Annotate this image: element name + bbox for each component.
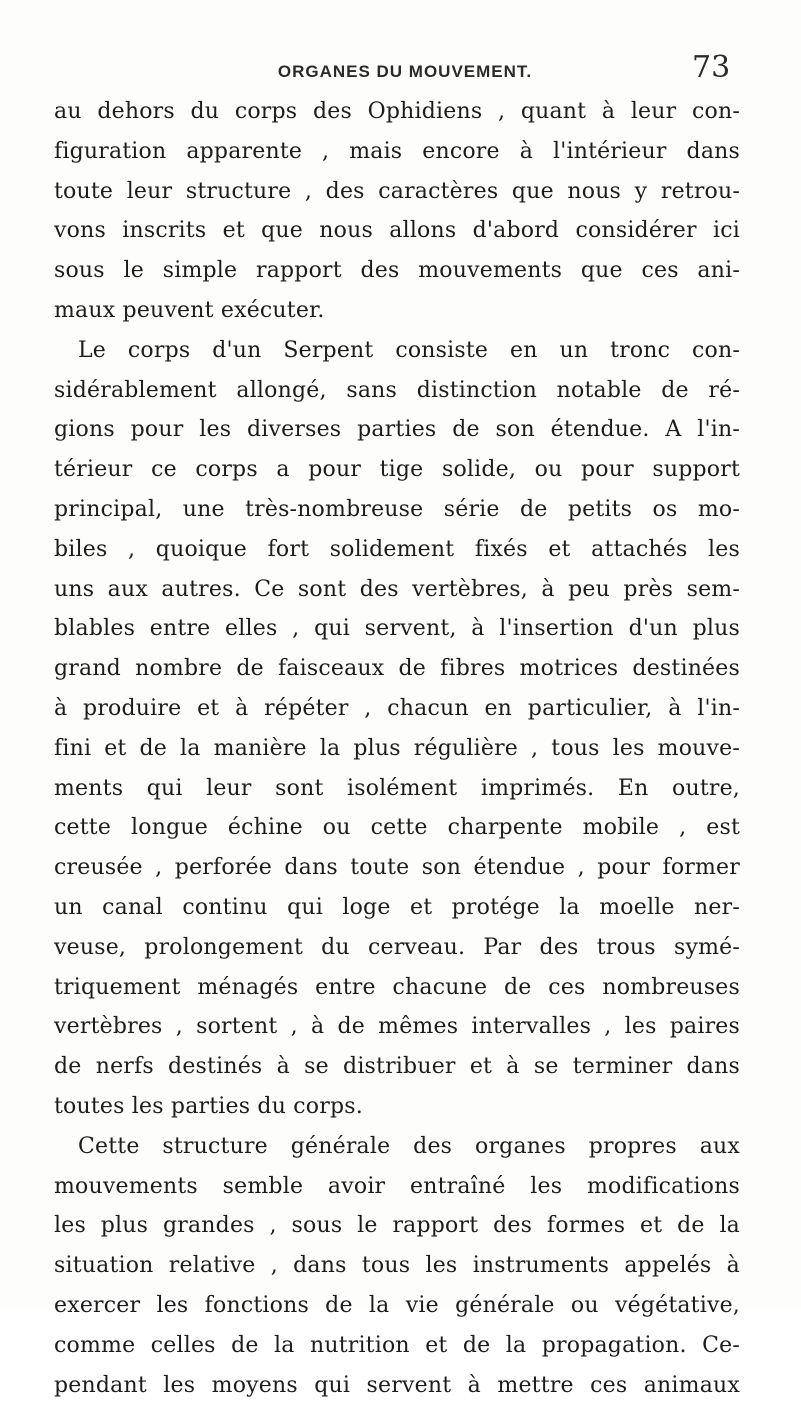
text-line: exercer les fonctions de la vie générale ou végétative,: [54, 1286, 740, 1326]
text-line: les plus grandes , sous le rapport des formes et de la: [54, 1206, 740, 1246]
text-line: uns aux autres. Ce sont des vertèbres, à peu près sem-: [54, 570, 740, 610]
text-line: gions pour les diverses parties de son étendue. A l'in-: [54, 410, 740, 450]
text-line: de nerfs destinés à se distribuer et à se terminer dans: [54, 1047, 740, 1087]
text-line: toute leur structure , des caractères que nous y retrou-: [54, 172, 740, 212]
text-line: maux peuvent exécuter.: [54, 291, 740, 331]
text-line: Le corps d'un Serpent consiste en un tronc con-: [54, 331, 740, 371]
page-number: 73: [692, 50, 730, 85]
text-line: creusée , perforée dans toute son étendue , pour former: [54, 848, 740, 888]
text-line: grand nombre de faisceaux de fibres motrices destinées: [54, 649, 740, 689]
text-line: situation relative , dans tous les instruments appelés à: [54, 1246, 740, 1286]
text-line: veuse, prolongement du cerveau. Par des trous symé-: [54, 928, 740, 968]
text-line: vertèbres , sortent , à de mêmes intervalles , les paires: [54, 1007, 740, 1047]
text-line: cette longue échine ou cette charpente mobile , est: [54, 808, 740, 848]
text-line: fini et de la manière la plus régulière , tous les mouve-: [54, 729, 740, 769]
text-line: Cette structure générale des organes propres aux: [54, 1127, 740, 1167]
text-line: principal, une très-nombreuse série de petits os mo-: [54, 490, 740, 530]
text-line: blables entre elles , qui servent, à l'insertion d'un plus: [54, 609, 740, 649]
text-line: vons inscrits et que nous allons d'abord considérer ici: [54, 211, 740, 251]
text-line: pendant les moyens qui servent à mettre ces animaux: [54, 1366, 740, 1405]
text-line: toutes les parties du corps.: [54, 1087, 740, 1127]
text-line: figuration apparente , mais encore à l'intérieur dans: [54, 132, 740, 172]
text-line: mouvements semble avoir entraîné les modifications: [54, 1167, 740, 1207]
text-line: triquement ménagés entre chacune de ces nombreuses: [54, 968, 740, 1008]
text-line: sidérablement allongé, sans distinction notable de ré-: [54, 371, 740, 411]
text-line: sous le simple rapport des mouvements que ces ani-: [54, 251, 740, 291]
text-line: au dehors du corps des Ophidiens , quant à leur con-: [54, 92, 740, 132]
body-text: [54, 92, 740, 1405]
text-line: un canal continu qui loge et protége la moelle ner-: [54, 888, 740, 928]
text-line: térieur ce corps a pour tige solide, ou pour support: [54, 450, 740, 490]
text-line: biles , quoique fort solidement fixés et attachés les: [54, 530, 740, 570]
running-header: ORGANES DU MOUVEMENT.: [250, 62, 560, 82]
text-line: ments qui leur sont isolément imprimés. En outre,: [54, 769, 740, 809]
text-line: à produire et à répéter , chacun en particulier, à l'in-: [54, 689, 740, 729]
text-line: comme celles de la nutrition et de la propagation. Ce-: [54, 1326, 740, 1366]
